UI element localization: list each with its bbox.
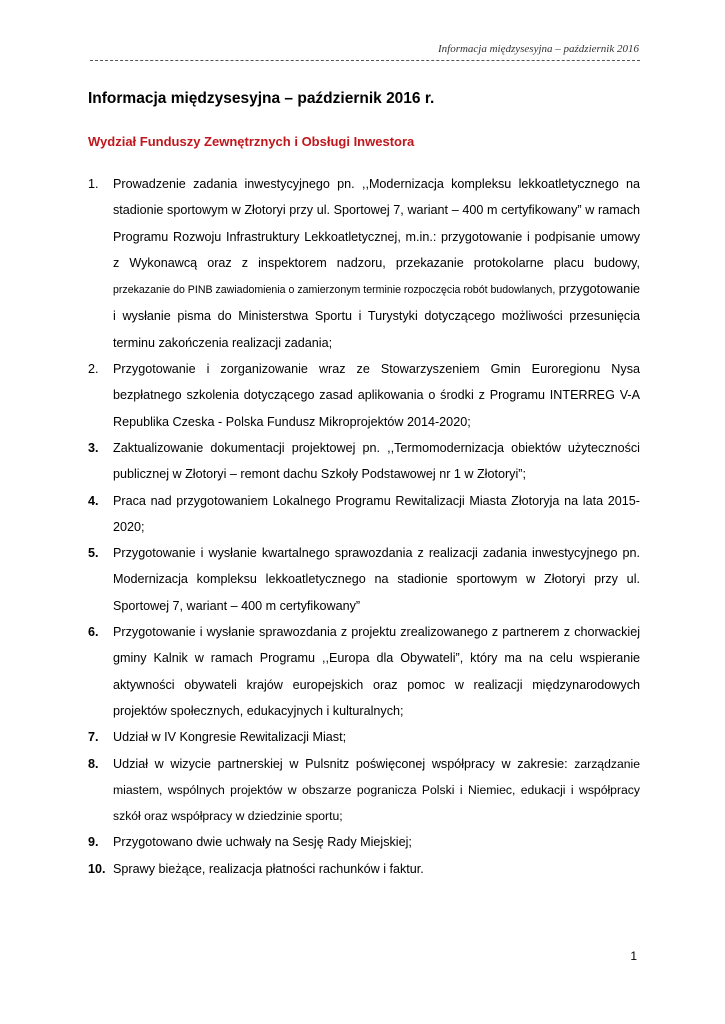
activity-list [88,171,640,882]
list-item [88,435,640,488]
item-number: 2. [88,362,99,377]
list-item [88,488,640,541]
list-item [88,751,640,830]
item-text: Przygotowanie i wysłanie kwartalnego sprawozdania z realizacji zadania inwestycyjnego pn. Modernizacja kompleksu lekkoatletycznego na stadionie sportowym w Złotoryi przy ul. Sportowej 7, wariant – 400 m certyfikowany” [113,546,640,613]
item-number: 8. [88,756,99,771]
running-header: Informacja międzysesyjna – październik 2016 [437,43,639,55]
list-item [88,856,640,882]
item-number: 3. [88,440,99,455]
item-text: Praca nad przygotowaniem Lokalnego Programu Rewitalizacji Miasta Złotoryja na lata 2015-2020; [113,493,640,534]
item-text-small: zarządzanie miastem, wspólnych projektów w obszarze pogranicza Polski i Niemiec, edukacji i współpracy szkół oraz współpracy w dziedzinie sportu; [113,756,640,824]
item-text: Udział w wizycie partnerskiej w Pulsnitz poświęconej współpracy w zakresie: [113,756,568,771]
item-number: 5. [88,546,99,561]
item-text: Przygotowanie i zorganizowanie wraz ze Stowarzyszeniem Gmin Euroregionu Nysa bezpłatnego szkolenia dotyczącego zasad aplikowania o środki z Programu INTERREG V-A Republika Czeska - Polska Fundusz Mikroprojektów 2014-2020; [113,362,640,429]
list-item [88,356,640,435]
item-text: przygotowanie i wysłanie pisma do Ministerstwa Sportu i Turystyki dotyczącego możliwości przesunięcia terminu zakończenia realizacji zadania; [113,282,641,350]
item-number: 7. [88,730,99,745]
item-text: Udział w IV Kongresie Rewitalizacji Miast; [113,730,347,745]
document-title: Informacja międzysesyjna – październik 2016 r. [88,90,435,107]
header-divider [90,60,640,61]
item-number: 10. [88,861,106,876]
list-item [88,619,640,724]
list-item [88,540,640,619]
item-number: 9. [88,835,99,850]
list-item [88,724,640,750]
item-text: Przygotowano dwie uchwały na Sesję Rady Miejskiej; [113,835,412,850]
item-text: Prowadzenie zadania inwestycyjnego pn. ,,Modernizacja kompleksu lekkoatletycznego na stadionie sportowym w Złotoryi przy ul. Sportowej 7, wariant – 400 m certyfikowany” w ramach Programu Rozwoju Infrastruktury Lekkoatletycznej, m.in.: przygotowanie i podpisanie umowy z Wykonawcą oraz z inspektorem nadzoru, przekazanie protokolarne placu budowy, [113,177,640,270]
item-text: Sprawy bieżące, realizacja płatności rachunków i faktur. [113,861,424,876]
list-item [88,829,640,855]
item-text: Zaktualizowanie dokumentacji projektowej pn. ,,Termomodernizacja obiektów użyteczności publicznej w Złotoryi – remont dachu Szkoły Podstawowej nr 1 w Złotoryi”; [113,440,640,482]
item-number: 4. [88,493,99,508]
page-number: 1 [630,949,637,963]
item-text-small: przekazanie do PINB zawiadomienia o zamierzonym terminie rozpoczęcia robót budowlanych, [113,284,556,297]
item-text: Przygotowanie i wysłanie sprawozdania z projektu zrealizowanego z partnerem z chorwackiej gminy Kalnik w ramach Programu ,,Europa dla Obywateli”, który ma na celu wspieranie aktywności obywateli krajów europejskich oraz pomoc w realizacji międzynarodowych projektów społecznych, edukacyjnych i kulturalnych; [113,625,640,718]
item-number: 1. [88,177,99,191]
list-item [88,171,640,356]
item-number: 6. [88,625,99,640]
department-heading: Wydział Funduszy Zewnętrznych i Obsługi Inwestora [88,134,415,149]
